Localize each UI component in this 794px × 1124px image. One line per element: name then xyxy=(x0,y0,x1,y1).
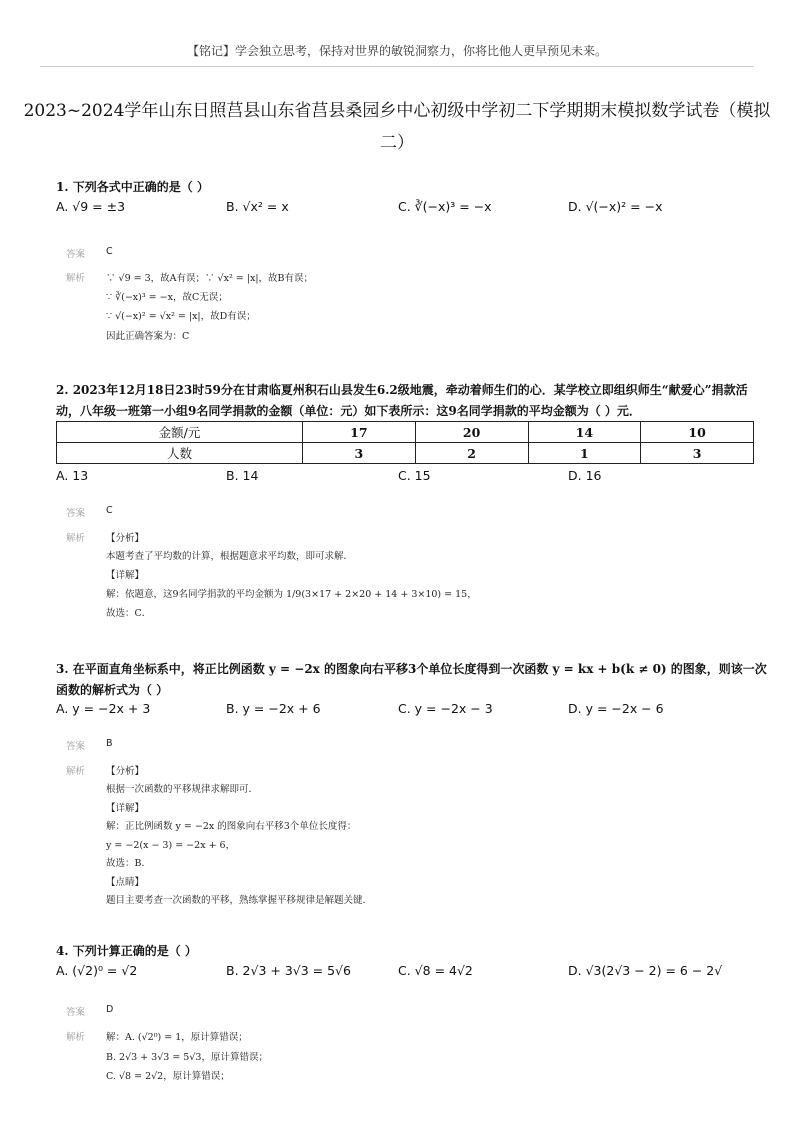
q4-analysis-line: C. √8 = 2√2，原计算错误； xyxy=(106,1071,230,1082)
table-cell: 2 xyxy=(415,443,528,464)
donation-table xyxy=(56,421,754,464)
q3-analysis-line: 【点睛】 xyxy=(106,877,145,888)
q2-answer: C xyxy=(106,505,113,516)
q3-stem-line2: 函数的解析式为（ ） xyxy=(56,683,169,697)
q3-analysis-line: 【详解】 xyxy=(106,803,145,814)
q4-option-a: A. (√2)⁰ = √2 xyxy=(56,963,138,978)
q1-stem: 1. 下列各式中正确的是（ ） xyxy=(56,180,209,194)
q1-analysis-line: ∵ √(−x)² = √x² = |x|，故D有误； xyxy=(106,311,256,322)
q1-analysis-line: 因此正确答案为：C xyxy=(106,331,190,342)
table-cell: 20 xyxy=(415,422,528,443)
q1-analysis-label: 解析 xyxy=(66,273,86,284)
q1-option-a: A. √9 = ±3 xyxy=(56,199,126,214)
page-title-line2: 二） xyxy=(380,133,414,153)
q2-analysis-line: 本题考查了平均数的计算，根据题意求平均数，即可求解． xyxy=(106,551,354,562)
q1-option-d: D. √(−x)² = −x xyxy=(568,199,663,214)
q2-stem-line2: 动，八年级一班第一小组9名同学捐款的金额（单位：元）如下表所示：这9名同学捐款的平均金额为（ ）元． xyxy=(56,404,641,418)
table-row xyxy=(57,422,754,443)
q3-answer-label: 答案 xyxy=(66,741,86,752)
table-cell: 17 xyxy=(303,422,416,443)
q2-option-a: A. 13 xyxy=(56,468,89,483)
q3-analysis-line: 根据一次函数的平移规律求解即可． xyxy=(106,784,259,795)
q1-answer: C xyxy=(106,246,113,257)
q2-option-c: C. 15 xyxy=(398,468,431,483)
table-cell: 1 xyxy=(528,443,641,464)
q2-option-d: D. 16 xyxy=(568,468,602,483)
q3-option-b: B. y = −2x + 6 xyxy=(226,701,321,716)
q1-analysis-line: ∵ √9 = 3，故A有误；∵ √x² = |x|，故B有误； xyxy=(106,273,314,284)
q1-option-b: B. √x² = x xyxy=(226,199,289,214)
q2-option-b: B. 14 xyxy=(226,468,259,483)
table-header-count: 人数 xyxy=(57,443,303,464)
q2-stem-line1: 2. 2023年12月18日23时59分在甘肃临夏州积石山县发生6.2级地震，牵动着师生们的心．某学校立即组织师生“献爱心”捐款活 xyxy=(56,383,748,397)
q4-option-c: C. √8 = 4√2 xyxy=(398,963,473,978)
q1-answer-label: 答案 xyxy=(66,249,86,260)
q1-option-c: C. ∛(−x)³ = −x xyxy=(398,199,492,214)
q3-analysis-line: y = −2(x − 3) = −2x + 6， xyxy=(106,840,236,851)
q4-answer: D xyxy=(106,1004,114,1015)
q1-analysis-line: ∵ ∛(−x)³ = −x，故C无误； xyxy=(106,292,228,303)
q4-stem: 4. 下列计算正确的是（ ） xyxy=(56,944,197,958)
q3-analysis-label: 解析 xyxy=(66,766,86,777)
q2-analysis-line: 故选：C． xyxy=(106,608,152,619)
q2-analysis-label: 解析 xyxy=(66,533,86,544)
table-cell: 10 xyxy=(641,422,754,443)
q3-analysis-line: 题目主要考查一次函数的平移，熟练掌握平移规律是解题关键． xyxy=(106,895,373,906)
q3-option-c: C. y = −2x − 3 xyxy=(398,701,493,716)
q3-stem-line1: 3. 在平面直角坐标系中，将正比例函数 y = −2x 的图象向右平移3个单位长度得到一次函数 y = kx + b(k ≠ 0) 的图象，则该一次 xyxy=(56,662,767,676)
q4-analysis-line: 解：A. (√2⁰) = 1，原计算错误； xyxy=(106,1032,248,1043)
q3-analysis-line: 故选：B． xyxy=(106,858,151,869)
q4-analysis-line: B. 2√3 + 3√3 = 5√3，原计算错误； xyxy=(106,1052,268,1063)
q4-answer-label: 答案 xyxy=(66,1007,86,1018)
page-title-line1: 2023~2024学年山东日照莒县山东省莒县桑园乡中心初级中学初二下学期期末模拟数学试卷（模拟 xyxy=(23,101,771,121)
table-cell: 3 xyxy=(303,443,416,464)
table-row xyxy=(57,443,754,464)
q4-option-b: B. 2√3 + 3√3 = 5√6 xyxy=(226,963,351,978)
q3-analysis-line: 解：正比例函数 y = −2x 的图象向右平移3个单位长度得： xyxy=(106,821,357,832)
q2-analysis-line: 【详解】 xyxy=(106,570,145,581)
table-cell: 14 xyxy=(528,422,641,443)
q3-analysis-line: 【分析】 xyxy=(106,766,145,777)
table-cell: 3 xyxy=(641,443,754,464)
q4-analysis-label: 解析 xyxy=(66,1032,86,1043)
q3-answer: B xyxy=(106,738,113,749)
motto-banner: 【铭记】学会独立思考，保持对世界的敏锐洞察力，你将比他人更早预见未来。 xyxy=(186,44,607,58)
table-header-amount: 金额/元 xyxy=(57,422,303,443)
q4-option-d: D. √3(2√3 − 2) = 6 − 2√ xyxy=(568,963,723,978)
q3-option-d: D. y = −2x − 6 xyxy=(568,701,664,716)
q2-answer-label: 答案 xyxy=(66,508,86,519)
q2-analysis-line: 【分析】 xyxy=(106,533,145,544)
q3-option-a: A. y = −2x + 3 xyxy=(56,701,151,716)
q2-analysis-line: 解：依题意，这9名同学捐款的平均金额为 1/9(3×17 + 2×20 + 14 + 3×10) = 15， xyxy=(106,589,477,600)
header-divider xyxy=(40,66,754,67)
